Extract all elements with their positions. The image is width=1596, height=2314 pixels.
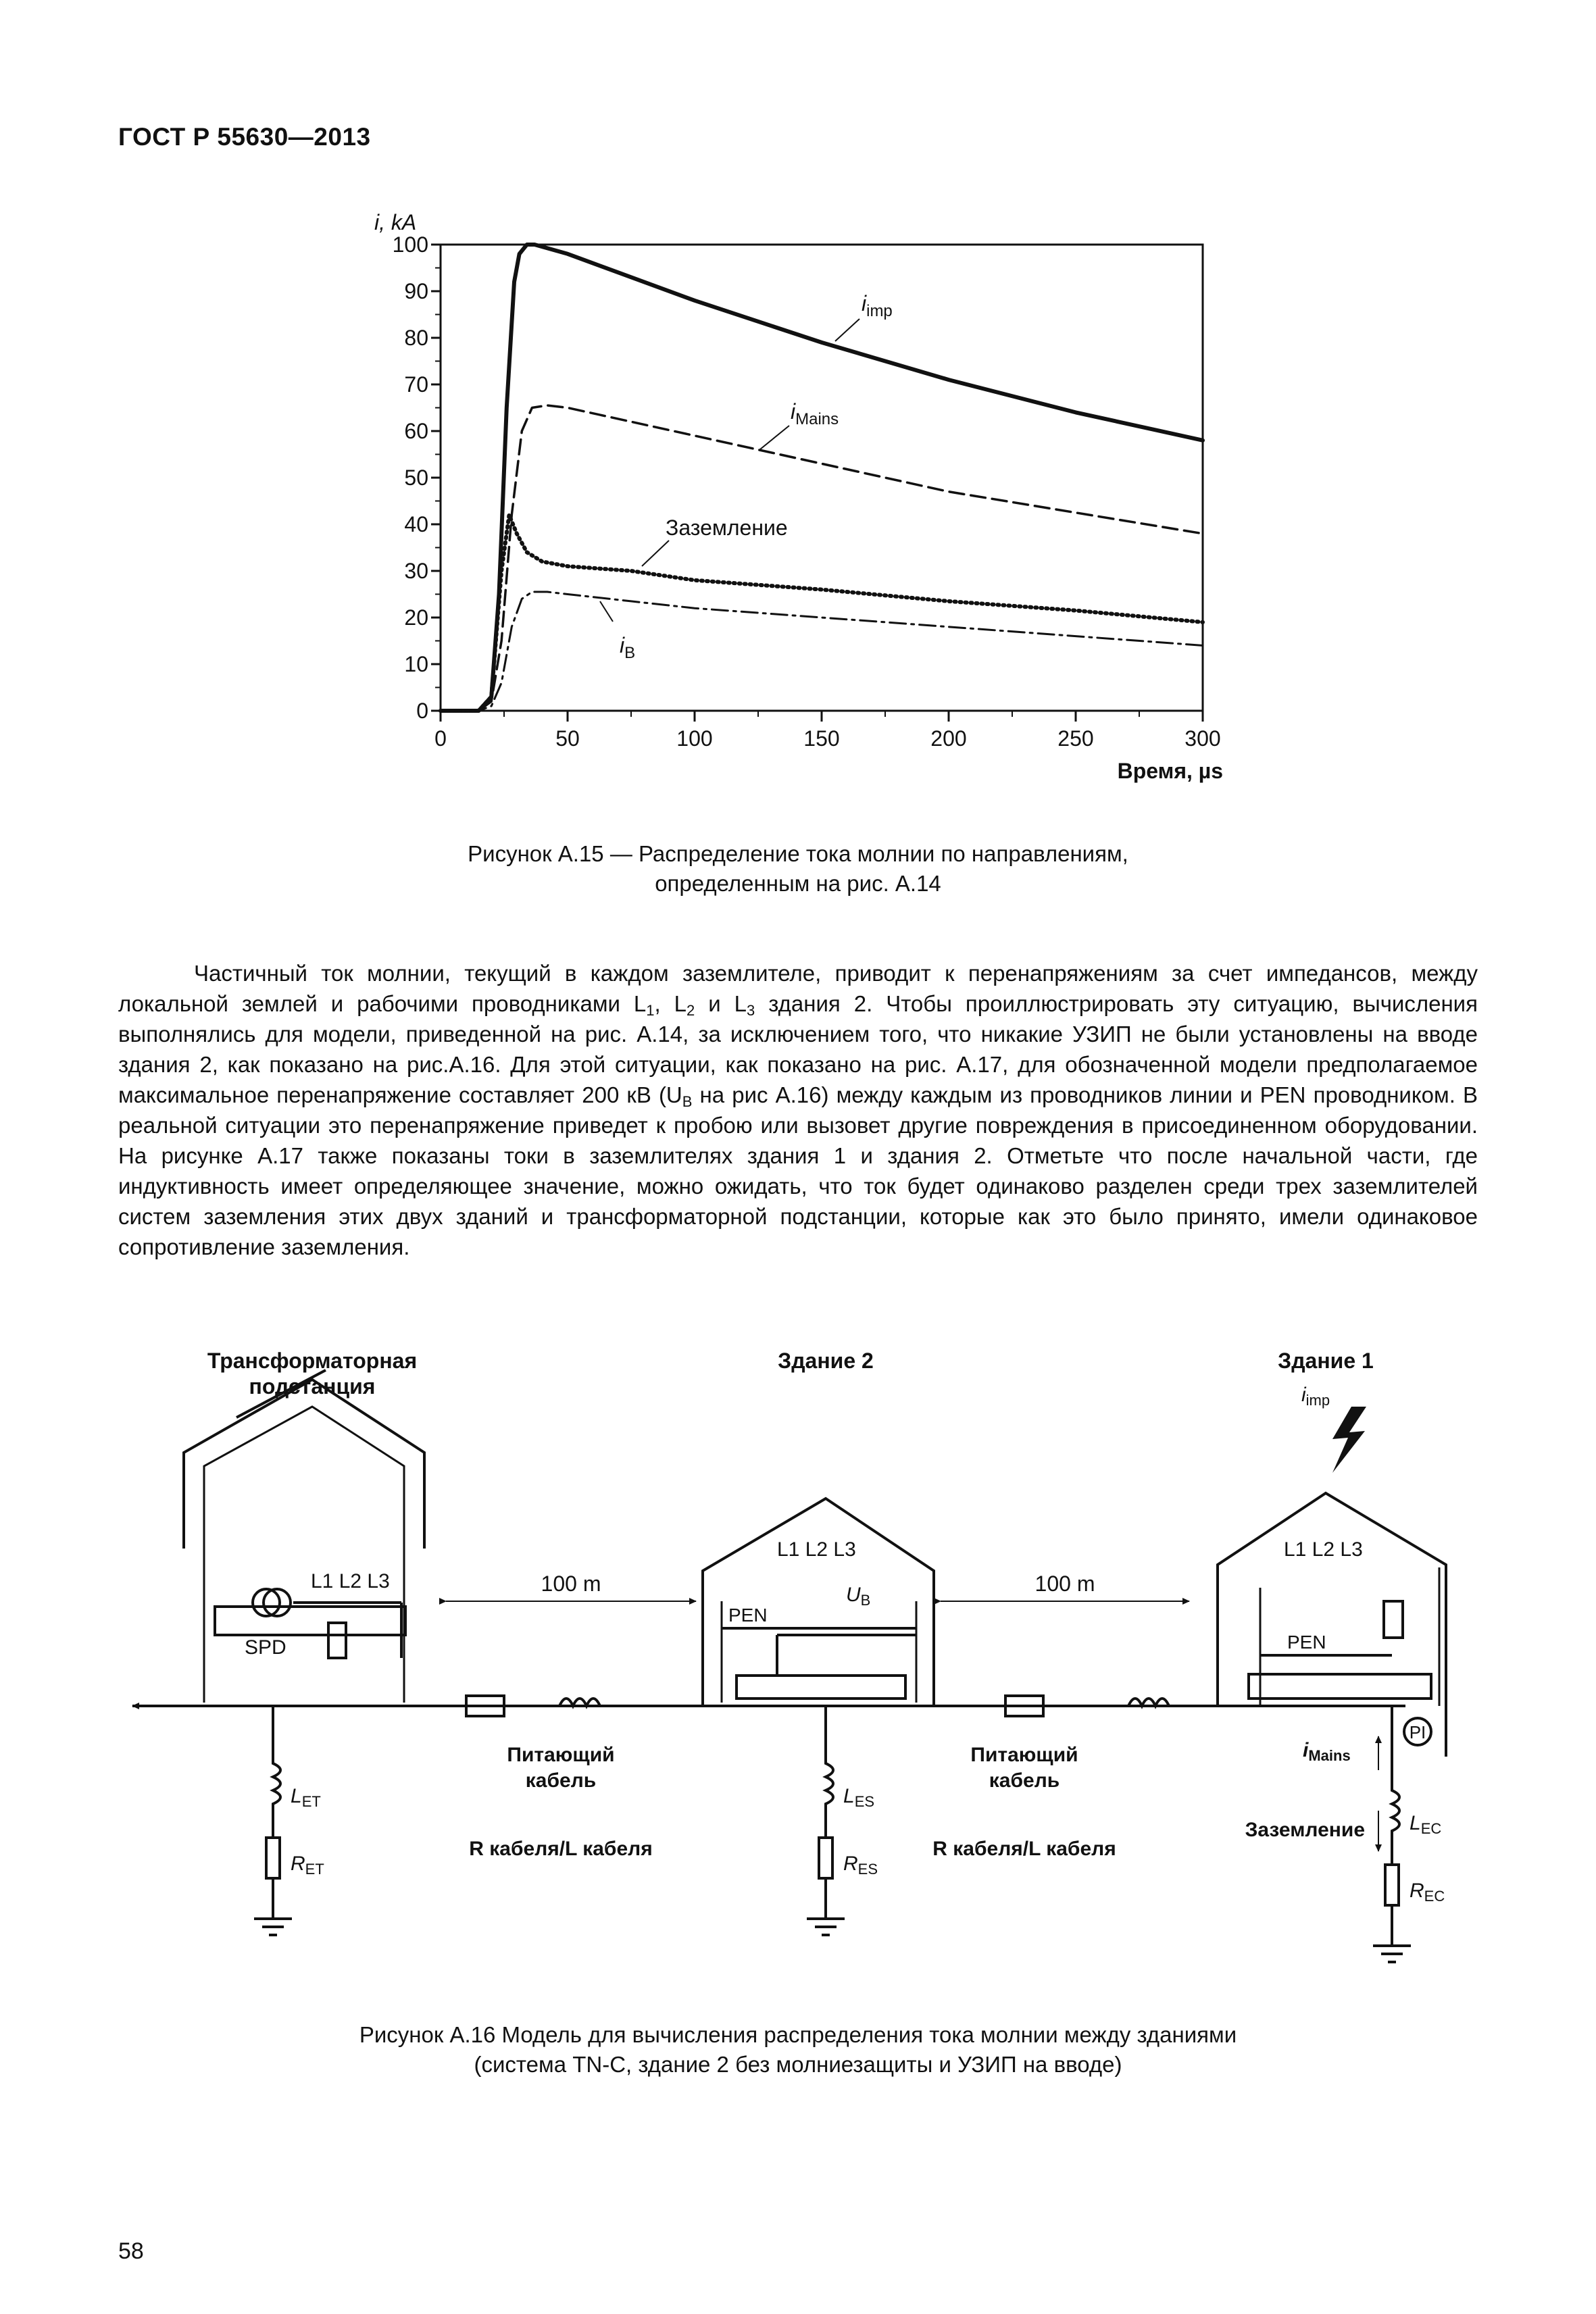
y-tick-label: 20 (404, 605, 428, 630)
grounding-label: Заземление (1245, 1819, 1365, 1841)
series-label-iMains: $i_{Mains}$ (791, 399, 839, 428)
figure-a15-caption-line2: определенным на рис. А.14 (655, 871, 941, 896)
y-tick-label: 50 (404, 466, 428, 490)
series-line-Заземление (441, 515, 1203, 711)
rec-label: $R_{EC}$ (1410, 1880, 1445, 1905)
ub-label: $U_B$ (846, 1584, 871, 1609)
y-tick-label: 70 (404, 372, 428, 397)
x-tick-label: 150 (803, 726, 840, 751)
y-tick-label: 10 (404, 652, 428, 676)
building2-phases-label: L1 L2 L3 (777, 1538, 856, 1561)
building1-earthing (1385, 1706, 1399, 1946)
figure-a15-caption-line1: Рисунок А.15 — Распределение тока молнии по направлениям, (468, 841, 1128, 866)
substation-title-line2: подстанция (249, 1374, 376, 1399)
ret-label: $R_{ET}$ (291, 1853, 324, 1878)
feed-cable-2-line2: кабель (989, 1769, 1060, 1792)
building2-earthing (819, 1706, 833, 1919)
building1-phases-label: L1 L2 L3 (1284, 1538, 1363, 1561)
substation-title-line1: Трансформаторная (207, 1349, 418, 1373)
figure-a16-caption-line1: Рисунок А.16 Модель для вычисления распределения тока молнии между зданиями (359, 2022, 1237, 2047)
series-line-iimp (441, 245, 1203, 711)
substation-busbar (215, 1607, 405, 1635)
building1-pen-label: PEN (1287, 1632, 1326, 1653)
document-code-header: ГОСТ Р 55630—2013 (118, 123, 371, 151)
building2-busbar (737, 1676, 905, 1699)
y-tick-label: 60 (404, 419, 428, 443)
pi-label: PI (1409, 1722, 1426, 1742)
building2-pen-label: PEN (728, 1605, 768, 1626)
chart-series-group (441, 245, 1203, 711)
series-label-iimp: $i_{imp}$ (862, 291, 893, 320)
building1-house-outer (1218, 1493, 1446, 1757)
x-tick-label: 300 (1184, 726, 1221, 751)
y-axis-label: i, kA (374, 210, 417, 234)
chart-axes (393, 232, 1221, 751)
feed-cable-2-line1: Питающий (970, 1744, 1078, 1766)
x-tick-label: 100 (676, 726, 713, 751)
x-axis-label: Время, µs (1117, 759, 1223, 783)
lightning-bolt-icon (1332, 1407, 1366, 1473)
spd-label: SPD (245, 1636, 286, 1659)
figure-a16-diagram (0, 1324, 1596, 2000)
iimp-label: $i_{imp}$ (1301, 1384, 1330, 1409)
feed-cable-1-line1: Питающий (507, 1744, 615, 1766)
x-tick-label: 50 (555, 726, 580, 751)
substation-house-inner (204, 1407, 404, 1703)
series-line-iMains (441, 405, 1203, 711)
ground-symbols (254, 1919, 1411, 1962)
page-number: 58 (118, 2238, 144, 2264)
substation-phases-label: L1 L2 L3 (311, 1570, 390, 1592)
imains-label: $i_{Mains}$ (1303, 1739, 1351, 1764)
paragraph-text: Частичный ток молнии, текущий в каждом заземлителе, приводит к перенапряжениям за счет импедансов, между локальной землей и рабочими проводниками $L_1$, $L_2$ и $L_3$ здания 2. Чтобы проиллюстрировать эту ситуацию, вычисления выполнялись для модели, приведенной на рис. А.14, за исключением того, что никакие УЗИП не были установлены на вводе здания 2, как показано на рис.А.16. Для этой ситуации, как показано на рис. А.17, для обозначенной модели предполагаемое максимальное перенапряжение составляет 200 кВ ($U_B$ на рис А.16) между каждым из проводников линии и PEN проводником. В реальной ситуации это перенапряжение приведет к пробою или вызовет другие повреждения в присоединенном оборудовании. На рисунке А.17 также показаны токи в заземлителях здания 1 и здания 2. Отметьте что после начальной части, где индуктивность имеет определяющее значение, можно ожидать, что ток будет одинаково разделен среди трех заземлителей систем заземления этих двух зданий и трансформаторной подстанции, которые как это было принято, имели одинаковое сопротивление заземления. (118, 961, 1478, 1259)
leader-iimp (835, 319, 859, 341)
y-tick-label: 30 (404, 559, 428, 583)
building1-spd-icon (1384, 1601, 1403, 1638)
x-tick-label: 200 (930, 726, 967, 751)
distance-label-2: 100 m (1034, 1571, 1095, 1596)
cable-params-2: R кабеля/L кабеля (932, 1838, 1116, 1860)
res-label: $R_{ES}$ (843, 1853, 878, 1878)
x-tick-label: 0 (434, 726, 447, 751)
series-label-Заземление: Заземление (666, 515, 788, 540)
lightning-current-chart (0, 0, 1596, 838)
substation-spd-icon (328, 1623, 346, 1658)
cable-params-1: R кабеля/L кабеля (469, 1838, 653, 1860)
les-label: $L_{ES}$ (843, 1785, 875, 1810)
y-tick-label: 80 (404, 326, 428, 350)
y-tick-label: 90 (404, 279, 428, 303)
distance-label-1: 100 m (541, 1571, 601, 1596)
let-label: $L_{ET}$ (291, 1785, 321, 1810)
feed-cable-1-line2: кабель (525, 1769, 597, 1792)
substation-house-outer (184, 1380, 424, 1549)
body-paragraph (118, 958, 1478, 1262)
chart-plot-area (441, 245, 1203, 711)
building1-title: Здание 1 (1278, 1349, 1374, 1373)
substation-earthing (266, 1706, 280, 1919)
leader-iB (600, 601, 613, 622)
y-tick-label: 0 (416, 699, 428, 723)
figure-a16-caption-line2: (система TN-C, здание 2 без молниезащиты и УЗИП на вводе) (474, 2052, 1122, 2077)
series-line-iB (441, 592, 1203, 711)
y-tick-label: 40 (404, 512, 428, 536)
chart-frame (441, 245, 1203, 711)
leader-Заземление (642, 540, 669, 566)
y-tick-label: 100 (392, 232, 428, 257)
building2-title: Здание 2 (778, 1349, 874, 1373)
lec-label: $L_{EC}$ (1410, 1812, 1442, 1837)
building1-busbar (1249, 1674, 1431, 1699)
series-label-iB: $i_B$ (620, 633, 636, 662)
leader-iMains (760, 426, 789, 449)
x-tick-label: 250 (1057, 726, 1094, 751)
